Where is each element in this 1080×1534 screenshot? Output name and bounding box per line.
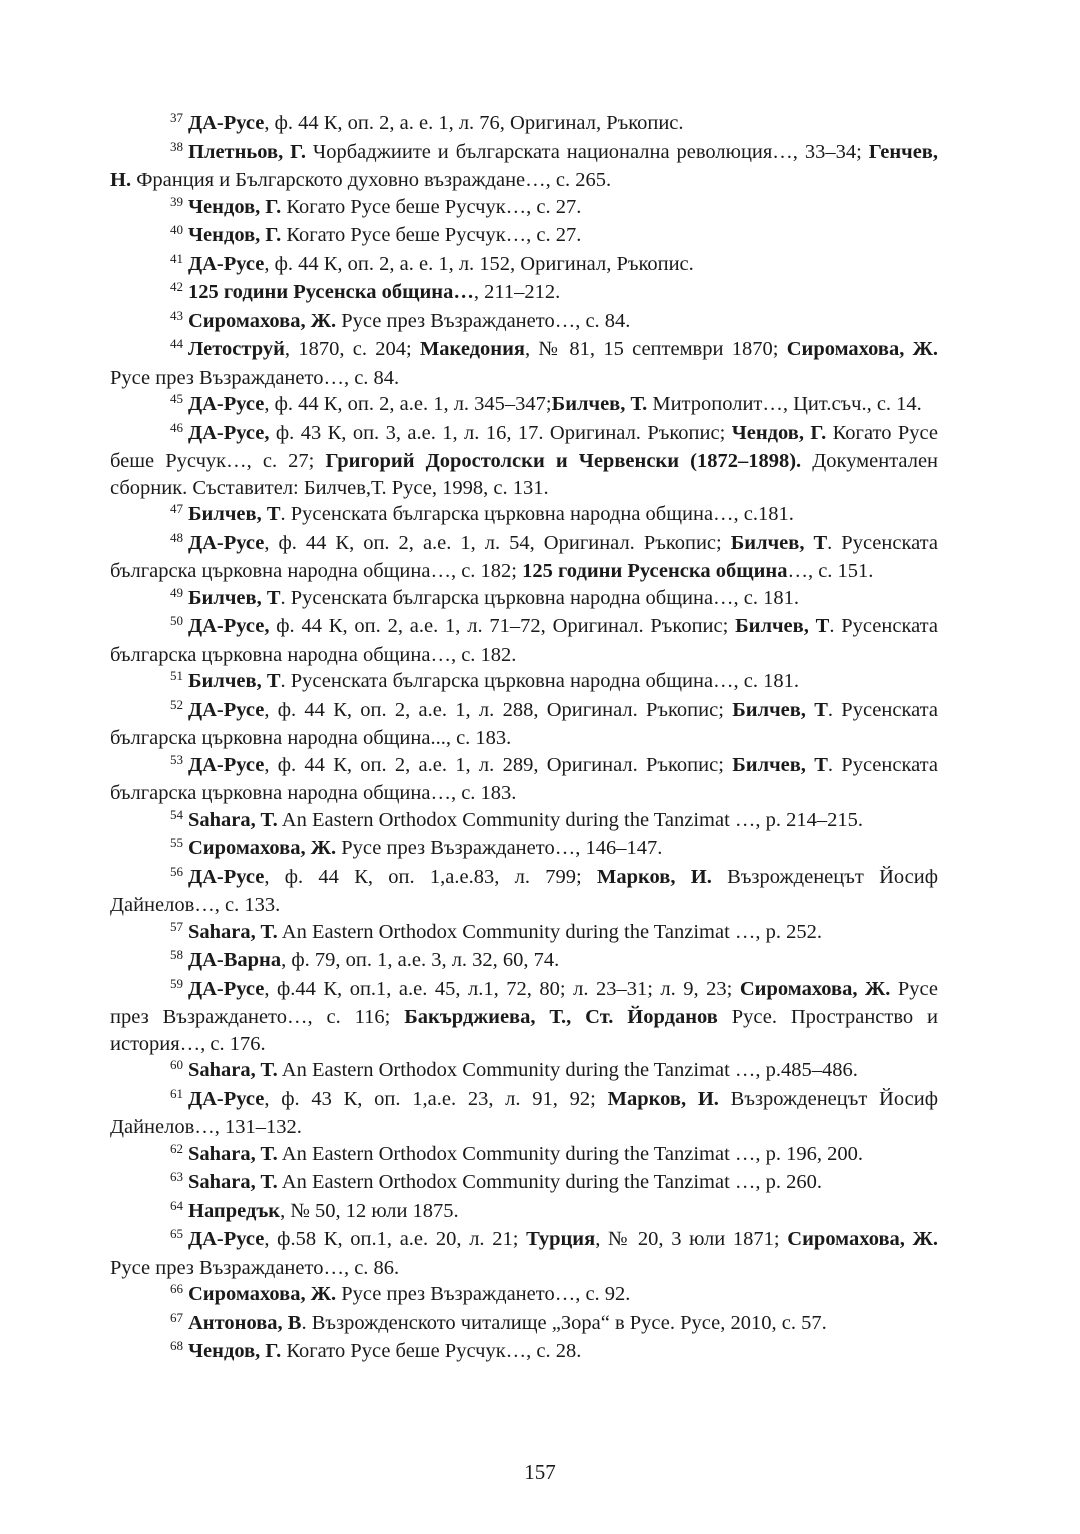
footnote-author: Sahara, T. (188, 1171, 278, 1193)
footnote-text: , № 81, 15 септември 1870; (525, 338, 787, 360)
footnote-number: 40 (170, 222, 183, 237)
footnote-number: 41 (170, 250, 183, 266)
footnote-author: Билчев, Т (730, 531, 828, 554)
footnote-number: 66 (170, 1281, 183, 1296)
footnote-text: Русе през Възраждането…, с. 84. (336, 309, 631, 332)
footnote-text: Франция и Българското духовно възраждане…, с. 265. (131, 169, 612, 191)
footnote-author: ДА-Русе (188, 393, 265, 415)
footnote-text: Когато Русе беше Русчук…, с. 27; (110, 421, 938, 472)
footnote-48 (110, 530, 938, 585)
footnote-text: . Русенската българска църковна народна община..., с. 183. (110, 698, 938, 749)
footnote-number: 55 (170, 835, 183, 850)
footnote-text: . Русенската българска църковна народна община…, с. 182; (110, 531, 938, 582)
footnote-number: 37 (170, 110, 183, 125)
footnote-author: ДА-Русе (188, 252, 265, 275)
footnote-text: Русе през Възраждането…, с. 86. (110, 1256, 400, 1279)
footnote-text: , № 20, 3 юли 1871; (595, 1228, 788, 1250)
footnote-author: Билчев, Т (732, 698, 828, 721)
footnote-number: 67 (170, 1309, 183, 1325)
footnote-author: Антонова, В (188, 1311, 302, 1334)
footnote-author: ДА-Русе (188, 112, 265, 134)
footnote-54 (110, 807, 938, 836)
footnote-text: , ф. 43 К, оп. 1,а.е. 23, л. 91, 92; (264, 1087, 608, 1110)
footnote-text: Когато Русе беше Русчук…, с. 28. (281, 1340, 582, 1362)
footnote-author: Билчев, Т (735, 615, 830, 637)
footnote-text: , ф. 44 К, оп. 2, а.е. 1, л. 345–347; (264, 393, 552, 415)
footnote-text: . Възрожденското читалище „Зора“ в Русе. Русе, 2010, с. 57. (301, 1311, 827, 1334)
footnote-52 (110, 697, 938, 752)
footnote-text: , ф. 44 К, оп. 2, а. е. 1, л. 152, Оригинал, Ръкопис. (264, 252, 694, 275)
footnote-author: Билчев, Т. (551, 393, 648, 415)
footnote-text: Чорбаджиите и българската национална революция…, 33–34; (306, 140, 869, 163)
footnote-text: Русе през Възраждането…, с. 116; (110, 977, 938, 1028)
footnote-text: , ф. 44 К, оп. 2, а. е. 1, л. 76, Оригинал, Ръкопис. (264, 112, 684, 134)
footnote-text: , ф. 44 К, оп. 2, а.е. 1, л. 288, Оригинал. Ръкопис; (264, 698, 733, 721)
footnote-author: Марков, И. (597, 865, 712, 888)
footnote-text: Документален сборник. Съставител: Билчев,Т. Русе, 1998, с. 131. (110, 450, 939, 499)
footnote-number: 38 (170, 138, 183, 154)
footnotes-list (110, 110, 938, 1367)
footnote-53 (110, 752, 938, 807)
footnote-author: Билчев, Т (188, 586, 281, 609)
footnote-number: 63 (170, 1169, 183, 1184)
footnote-author: Генчев, Н. (110, 140, 938, 191)
footnote-text: , ф.44 К, оп.1, а.е. 45, л.1, 72, 80; л. 23–31; л. 9, 23; (264, 977, 740, 1000)
footnote-number: 56 (170, 863, 183, 879)
footnote-62 (110, 1141, 938, 1170)
footnote-text: Когато Русе беше Русчук…, с. 27. (281, 224, 582, 246)
footnote-number: 68 (170, 1338, 183, 1353)
footnote-text: , ф. 44 К, оп. 1,а.е.83, л. 799; (264, 865, 598, 888)
footnote-author: Бакърджиева, Т., Ст. Йорданов (404, 1006, 718, 1028)
footnote-author: Напредък (188, 1199, 281, 1222)
footnote-author: ДА-Русе (188, 1228, 265, 1250)
footnote-author: ДА-Русе (188, 698, 265, 721)
footnote-38 (110, 139, 938, 194)
footnote-number: 65 (170, 1226, 183, 1241)
footnote-author: Сиромахова, Ж. (188, 1283, 337, 1305)
footnote-text: . Русенската българска църковна народна община…, с. 181. (280, 670, 800, 692)
footnote-author: Сиромахова, Ж. (787, 1228, 939, 1250)
footnote-64 (110, 1198, 938, 1227)
footnote-text: An Eastern Orthodox Community during the Tanzimat …, p. 252. (277, 920, 823, 943)
footnote-47 (110, 501, 938, 530)
footnote-number: 53 (170, 751, 183, 767)
footnote-39 (110, 194, 938, 223)
footnote-text: , 211–212. (473, 281, 561, 303)
footnote-text: An Eastern Orthodox Community during the Tanzimat …, p. 260. (277, 1171, 823, 1193)
footnote-author: Чендов, Г. (188, 195, 282, 218)
footnote-author: Турция (526, 1228, 596, 1250)
footnote-65 (110, 1226, 938, 1281)
footnote-number: 48 (170, 529, 183, 545)
footnote-text: Русе през Възраждането…, 146–147. (336, 837, 663, 859)
footnote-43 (110, 308, 938, 337)
footnote-50 (110, 613, 938, 668)
footnote-author: Григорий Доростолски и Червенски (1872–1898). (325, 450, 802, 472)
footnote-author: ДА-Русе (188, 531, 265, 554)
footnote-63 (110, 1169, 938, 1198)
footnote-author: Билчев, Т (188, 670, 281, 692)
footnote-author: ДА-Русе (188, 753, 265, 776)
footnote-author: ДА-Русе (188, 977, 265, 1000)
footnote-text: . Русенската българска църковна народна община…, с.181. (280, 503, 794, 525)
footnote-text: , 1870, с. 204; (284, 338, 420, 360)
footnote-author: Марков, И. (607, 1087, 719, 1110)
footnote-text: Митрополит…, Цит.съч., с. 14. (647, 393, 922, 415)
footnote-text: …, с. 151. (787, 560, 874, 582)
footnote-number: 54 (170, 806, 183, 822)
footnote-number: 58 (170, 947, 183, 962)
footnote-author: ДА-Варна (188, 949, 282, 971)
footnote-59 (110, 976, 938, 1058)
footnote-author: Билчев, Т (188, 503, 281, 525)
footnote-51 (110, 668, 938, 697)
footnote-author: Чендов, Г. (188, 224, 282, 246)
footnote-42 (110, 279, 938, 308)
footnote-58 (110, 947, 938, 976)
footnote-author: Сиромахова, Ж. (786, 338, 938, 360)
footnote-56 (110, 864, 938, 919)
footnote-44 (110, 336, 938, 391)
footnote-text: , ф. 79, оп. 1, а.е. 3, л. 32, 60, 74. (281, 949, 560, 971)
footnote-text: , ф. 44 К, оп. 2, а.е. 1, л. 54, Оригинал. Ръкопис; (264, 531, 731, 554)
footnote-text: An Eastern Orthodox Community during the Tanzimat …, p.485–486. (277, 1059, 858, 1081)
footnote-author: Sahara, T. (188, 920, 278, 943)
footnote-number: 42 (170, 279, 183, 294)
footnote-number: 39 (170, 193, 183, 209)
footnote-text: , ф.58 К, оп.1, а.е. 20, л. 21; (264, 1228, 527, 1250)
footnote-number: 51 (170, 668, 183, 683)
footnote-author: ДА-Русе (188, 865, 265, 888)
footnote-text: Когато Русе беше Русчук…, с. 27. (281, 195, 582, 218)
footnote-66 (110, 1281, 938, 1310)
footnote-text: . Русенската българска църковна народна община…, с. 181. (280, 586, 800, 609)
footnote-text: ф. 43 К, оп. 3, а.е. 1, л. 16, 17. Оригинал. Ръкопис; (269, 421, 732, 444)
footnote-author: 125 години Русенска община… (188, 281, 474, 303)
footnote-37 (110, 110, 938, 139)
footnote-author: Sahara, T. (188, 1142, 278, 1165)
footnote-55 (110, 835, 938, 864)
footnote-68 (110, 1338, 938, 1367)
footnote-author: ДА-Русе, (188, 615, 270, 637)
footnote-45 (110, 391, 938, 420)
footnote-text: , ф. 44 К, оп. 2, а.е. 1, л. 289, Оригинал. Ръкопис; (264, 753, 733, 776)
footnote-author: Сиромахова, Ж. (739, 977, 891, 1000)
footnote-author: Летоструй (188, 338, 285, 360)
footnote-author: 125 години Русенска община (522, 560, 788, 582)
footnote-number: 46 (170, 419, 183, 435)
footnote-author: Сиромахова, Ж. (188, 309, 337, 332)
footnote-number: 64 (170, 1197, 183, 1213)
footnote-60 (110, 1057, 938, 1086)
footnote-text: Русе през Възраждането…, с. 92. (336, 1283, 631, 1305)
footnote-text: Възрожденецът Йосиф Дайнелов…, 131–132. (110, 1087, 938, 1138)
footnote-author: Плетньов, Г. (188, 140, 306, 163)
footnote-author: Билчев, Т (732, 753, 828, 776)
footnote-text: . Русенската българска църковна народна община…, с. 182. (110, 615, 938, 666)
footnote-number: 52 (170, 696, 183, 712)
footnote-text: Русе през Възраждането…, с. 84. (110, 366, 400, 389)
footnote-author: Sahara, T. (188, 1059, 278, 1081)
footnote-57 (110, 919, 938, 948)
footnote-text: Възрожденецът Йосиф Дайнелов…, с. 133. (110, 865, 938, 916)
footnote-author: Сиромахова, Ж. (188, 837, 337, 859)
footnote-number: 61 (170, 1085, 183, 1101)
footnote-number: 62 (170, 1140, 183, 1156)
footnote-number: 57 (170, 918, 183, 934)
footnote-text: An Eastern Orthodox Community during the Tanzimat …, p. 196, 200. (277, 1142, 864, 1165)
footnote-text: . Русенската българска църковна народна община…, с. 183. (110, 753, 938, 804)
footnote-number: 47 (170, 501, 183, 516)
footnote-number: 44 (170, 336, 183, 351)
footnote-author: Македония (419, 338, 526, 360)
footnote-number: 49 (170, 584, 183, 600)
footnote-number: 45 (170, 391, 183, 406)
footnote-text: ф. 44 К, оп. 2, а.е. 1, л. 71–72, Оригинал. Ръкопис; (269, 615, 736, 637)
footnote-49 (110, 585, 938, 614)
footnote-text: Русе. Пространство и история…, с. 176. (110, 1006, 939, 1055)
footnote-author: Sahara, T. (188, 808, 278, 831)
footnote-author: Чендов, Г. (188, 1340, 282, 1362)
footnote-text: , № 50, 12 юли 1875. (280, 1199, 459, 1222)
footnote-number: 50 (170, 613, 183, 628)
footnote-67 (110, 1310, 938, 1339)
footnote-46 (110, 420, 938, 502)
footnote-number: 59 (170, 975, 183, 991)
footnote-40 (110, 222, 938, 251)
footnote-text: An Eastern Orthodox Community during the Tanzimat …, p. 214–215. (277, 808, 864, 831)
footnote-number: 43 (170, 307, 183, 323)
footnote-author: Чендов, Г. (731, 421, 827, 444)
footnote-number: 60 (170, 1057, 183, 1072)
footnote-41 (110, 251, 938, 280)
page-number: 157 (524, 1460, 556, 1484)
footnote-author: ДА-Русе (188, 1087, 265, 1110)
footnote-61 (110, 1086, 938, 1141)
footnote-author: ДА-Русе, (188, 421, 270, 444)
